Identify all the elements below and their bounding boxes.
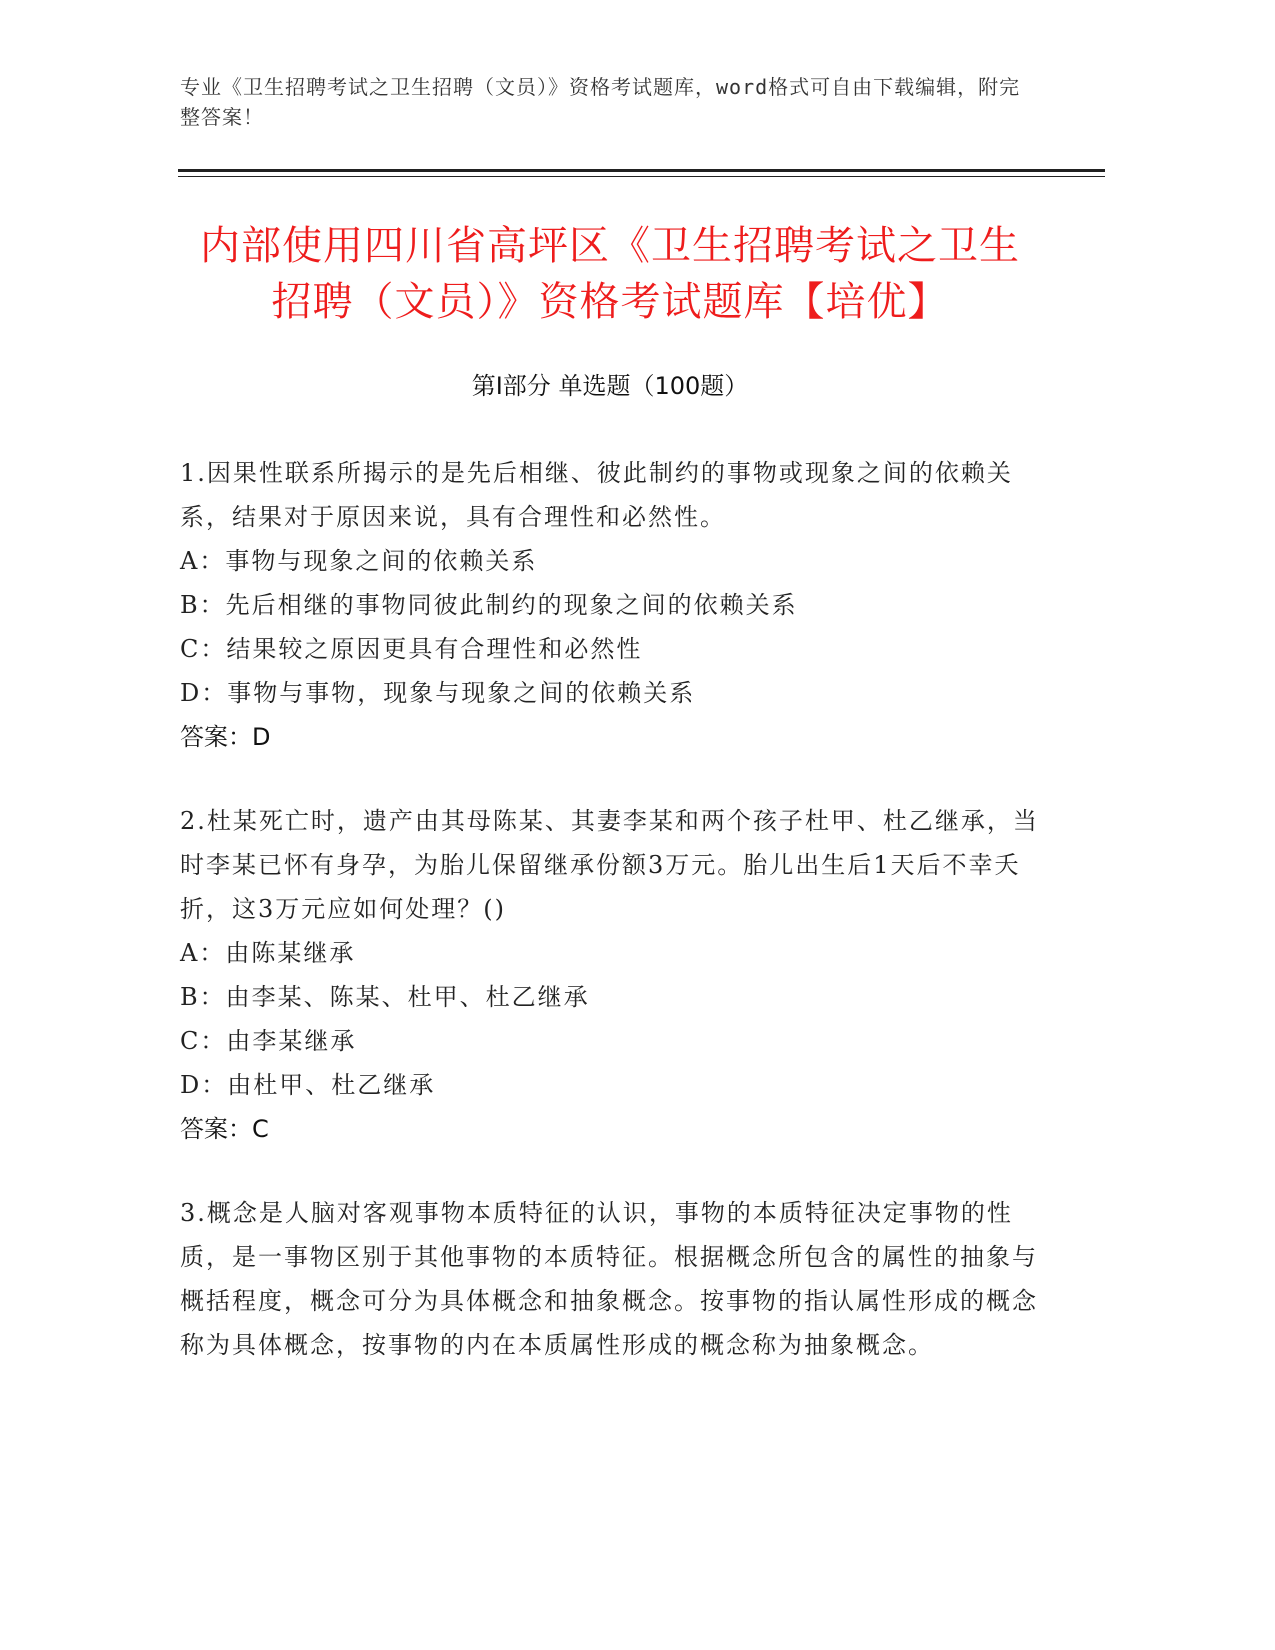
question-list: [180, 451, 1040, 1407]
header-rule-thick: [178, 169, 1105, 172]
document-title: 内部使用四川省高坪区《卫生招聘考试之卫生招聘（文员）》资格考试题库【培优】: [200, 223, 1020, 325]
question-2: [180, 799, 1040, 1151]
option-c: C：由李某继承: [180, 1027, 357, 1055]
question-3: [180, 1191, 1040, 1367]
answer: 答案：C: [180, 1115, 269, 1143]
header-rule-thin: [178, 176, 1105, 177]
option-d: D：事物与事物，现象与现象之间的依赖关系: [180, 679, 696, 707]
question-stem: 2.杜某死亡时，遗产由其母陈某、其妻李某和两个孩子杜甲、杜乙继承，当时李某已怀有身孕，为胎儿保留继承份额3万元。胎儿出生后1天后不幸夭折，这3万元应如何处理？(): [180, 807, 1039, 923]
option-a: A：事物与现象之间的依赖关系: [180, 547, 538, 575]
option-b: B：由李某、陈某、杜甲、杜乙继承: [180, 983, 590, 1011]
option-b: B：先后相继的事物同彼此制约的现象之间的依赖关系: [180, 591, 798, 619]
section-heading: 第Ⅰ部分 单选题（100题）: [471, 372, 749, 400]
question-1: [180, 451, 1040, 759]
option-a: A：由陈某继承: [180, 939, 356, 967]
answer: 答案：D: [180, 723, 271, 751]
header-note: 专业《卫生招聘考试之卫生招聘（文员）》资格考试题库，word格式可自由下载编辑，附完整答案！: [180, 75, 1021, 129]
option-c: C：结果较之原因更具有合理性和必然性: [180, 635, 643, 663]
option-d: D：由杜甲、杜乙继承: [180, 1071, 436, 1099]
question-stem: 1.因果性联系所揭示的是先后相继、彼此制约的事物或现象之间的依赖关系，结果对于原因来说，具有合理性和必然性。: [180, 459, 1013, 531]
question-stem: 3.概念是人脑对客观事物本质特征的认识，事物的本质特征决定事物的性质，是一事物区别于其他事物的本质特征。根据概念所包含的属性的抽象与概括程度，概念可分为具体概念和抽象概念。按事物的指认属性形成的概念称为具体概念，按事物的内在本质属性形成的概念称为抽象概念。: [180, 1199, 1038, 1359]
